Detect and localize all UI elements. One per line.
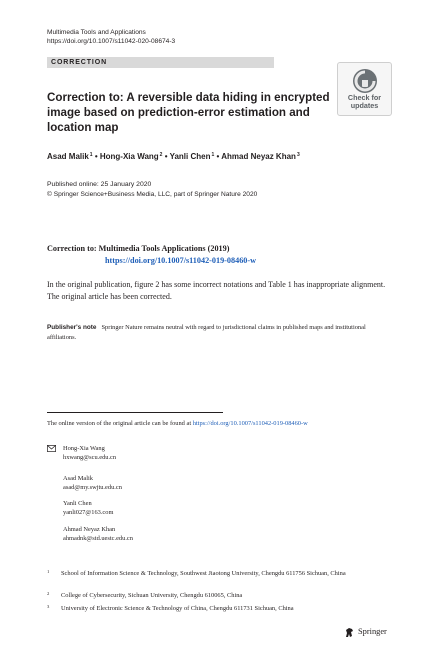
article-doi[interactable]: https://doi.org/10.1007/s11042-020-08674-3 — [47, 38, 176, 45]
envelope-icon — [47, 445, 56, 452]
affiliation-text: University of Electronic Science & Technology of China, Chengdu 611731 Sichuan, China — [61, 605, 294, 612]
publisher-note-text: Springer Nature remains neutral with regard to jurisdictional claims in published maps and institutional affiliations. — [47, 324, 366, 341]
author-affiliation-marker: 1 — [211, 152, 215, 158]
author-affiliation-marker: 3 — [296, 152, 300, 158]
contact-name: Ahmad Neyaz Khan — [63, 526, 116, 533]
online-version-prefix: The online version of the original article can be found at — [47, 420, 192, 427]
contact-block — [63, 444, 116, 462]
springer-wordmark: Springer — [358, 627, 387, 636]
author-name: Hong-Xia Wang — [99, 152, 159, 161]
original-article-link[interactable]: https://doi.org/10.1007/s11042-019-08460-w — [192, 420, 308, 427]
author-list — [47, 152, 300, 161]
footnote-divider — [47, 412, 223, 413]
affiliation-number: 2 — [47, 591, 50, 596]
springer-logo — [344, 627, 404, 639]
springer-horse-icon — [344, 627, 355, 638]
contact-email[interactable]: hxwang@scu.edu.cn — [63, 454, 117, 461]
author-separator: • — [216, 152, 220, 161]
article-type-band: CORRECTION — [47, 57, 274, 68]
contact-email[interactable]: ahmadnk@std.uestc.edu.cn — [63, 535, 133, 542]
publisher-note — [47, 323, 395, 342]
journal-name: Multimedia Tools and Applications — [47, 29, 146, 36]
correction-heading: Correction to: Multimedia Tools Applications (2019) — [47, 244, 230, 253]
check-for-updates-badge[interactable] — [337, 62, 392, 116]
author-affiliation-marker: 1 — [89, 152, 93, 158]
contact-name: Yanli Chen — [63, 500, 92, 507]
check-badge-line1: Check for — [347, 93, 382, 102]
contact-block — [63, 499, 113, 517]
check-for-updates-icon — [352, 68, 378, 94]
contact-email[interactable]: asad@my.swjtu.edu.cn — [63, 484, 122, 491]
author-separator: • — [94, 152, 98, 161]
publisher-note-label: Publisher's note — [47, 324, 97, 331]
author-separator: • — [164, 152, 168, 161]
author-name: Yanli Chen — [169, 152, 211, 161]
contact-block — [63, 474, 122, 492]
affiliation-text: School of Information Science & Technology, Southwest Jiaotong University, Chengdu 611756 Sichuan, China — [61, 570, 346, 577]
contact-email[interactable]: yanli027@163.com — [63, 509, 114, 516]
published-date: Published online: 25 January 2020 — [47, 181, 152, 188]
contact-name: Asad Malik — [63, 475, 93, 482]
correction-body: In the original publication, figure 2 has some incorrect notations and Table 1 has inappropriate alignment. The original article has been corrected. — [47, 280, 386, 301]
copyright-notice: © Springer Science+Business Media, LLC, part of Springer Nature 2020 — [47, 191, 258, 198]
author-name: Asad Malik — [47, 152, 89, 161]
check-badge-line2: updates — [350, 101, 379, 110]
online-version-note — [47, 419, 308, 428]
contact-name: Hong-Xia Wang — [63, 445, 105, 452]
affiliation-number: 1 — [47, 569, 50, 574]
affiliation-text: College of Cybersecurity, Sichuan University, Chengdu 610065, China — [61, 592, 243, 599]
correction-doi-link[interactable]: https://doi.org/10.1007/s11042-019-08460-w — [105, 256, 257, 265]
author-name: Ahmad Neyaz Khan — [221, 152, 296, 161]
journal-header — [47, 28, 175, 46]
author-affiliation-marker: 2 — [159, 152, 163, 158]
affiliation-number: 3 — [47, 604, 50, 609]
contact-block — [63, 525, 133, 543]
article-title: Correction to: A reversible data hiding in encrypted image based on prediction-error estimation and location map — [47, 91, 330, 134]
